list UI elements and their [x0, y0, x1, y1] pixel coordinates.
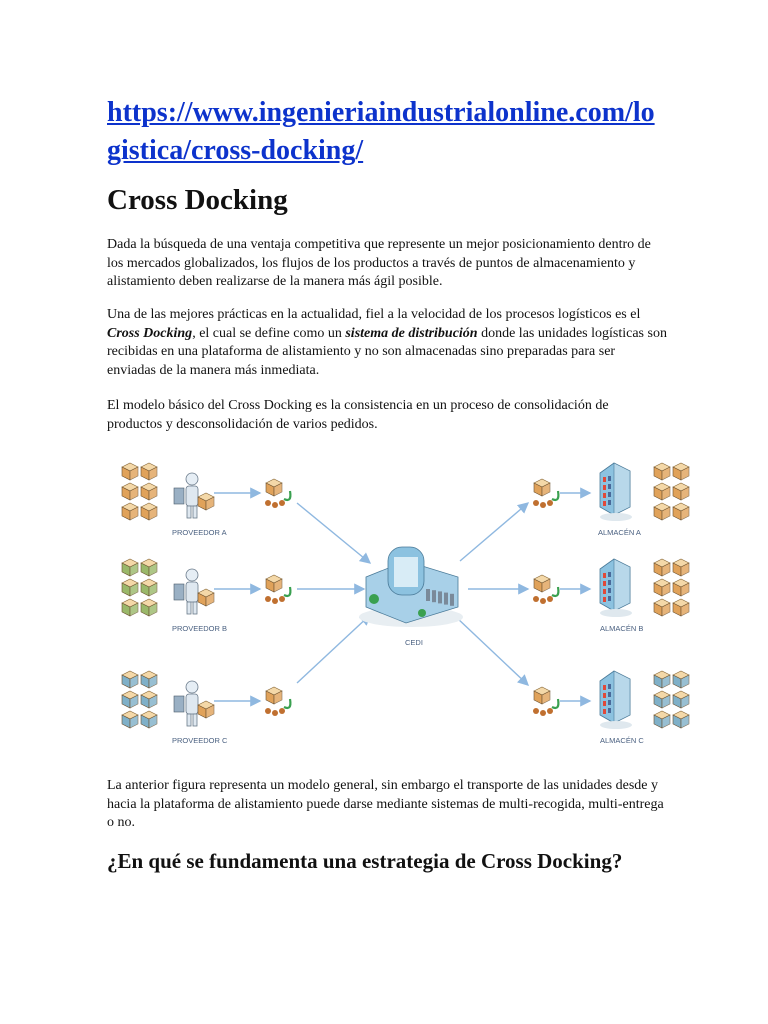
outbound-cart-icon-0	[533, 479, 558, 508]
source-link[interactable]: https://www.ingenieriaindustrialonline.com/logistica/cross-docking/	[107, 97, 655, 166]
arrow-to-center-a	[297, 503, 370, 563]
page-title: Cross Docking	[107, 184, 288, 216]
arrow-from-center-c	[456, 617, 528, 685]
figure-description-paragraph: La anterior figura representa un modelo general, sin embargo el transporte de las unidades desde y hacia la plataforma de alistamiento puede darse mediante sistemas de multi-recogida, multi-entrega o no.	[107, 778, 664, 831]
supplier-label-a: PROVEEDOR A	[172, 528, 227, 537]
definition-text-2: , el cual se define como un	[192, 325, 346, 341]
warehouse-boxes-0	[654, 463, 689, 520]
term-cross-docking: Cross Docking	[107, 325, 193, 341]
supplier-icon-2	[174, 681, 214, 726]
warehouse-icon-1	[600, 559, 632, 617]
supplier-icon-1	[174, 569, 214, 614]
supplier-boxes-0	[122, 463, 157, 520]
warehouse-boxes-1	[654, 559, 689, 616]
warehouse-label-a: ALMACÉN A	[598, 528, 641, 537]
warehouse-icon-0	[600, 463, 632, 521]
model-paragraph: El modelo básico del Cross Docking es la consistencia en un proceso de consolidación de productos y desconsolidación de varios pedidos.	[107, 398, 609, 432]
definition-text-1: Una de las mejores prácticas en la actualidad, fiel a la velocidad de los procesos logísticos es el	[107, 307, 641, 322]
supplier-boxes-2	[122, 671, 157, 728]
definition-text-3: donde las unidades logísticas son recibidas en una plataforma de alistamiento y no son almacenadas sino preparadas para ser enviadas de la manera más inmediata.	[107, 325, 667, 378]
cedi-building-icon	[359, 547, 463, 627]
term-distribution-system: sistema de distribución	[345, 325, 478, 341]
cross-docking-diagram	[112, 455, 700, 755]
warehouse-label-b: ALMACÉN B	[600, 624, 644, 633]
supplier-label-c: PROVEEDOR C	[172, 736, 228, 745]
supplier-boxes-1	[122, 559, 157, 616]
section-heading: ¿En qué se fundamenta una estrategia de Cross Docking?	[107, 849, 623, 873]
inbound-cart-icon-2	[265, 687, 290, 716]
intro-paragraph: Dada la búsqueda de una ventaja competitiva que represente un mejor posicionamiento dentro de los mercados globalizados, los flujos de los productos a través de puntos de almacenamiento y alistamiento deben realizarse de la manera más ágil posible.	[107, 237, 651, 290]
arrow-to-center-c	[297, 615, 370, 683]
inbound-cart-icon-0	[265, 479, 290, 508]
outbound-cart-icon-1	[533, 575, 558, 604]
inbound-cart-icon-1	[265, 575, 290, 604]
diagram-nodes	[122, 463, 689, 729]
warehouse-boxes-2	[654, 671, 689, 728]
supplier-label-b: PROVEEDOR B	[172, 624, 228, 633]
outbound-cart-icon-2	[533, 687, 558, 716]
definition-paragraph	[107, 306, 667, 380]
warehouse-label-c: ALMACÉN C	[600, 736, 644, 745]
supplier-icon-0	[174, 473, 214, 518]
center-label: CEDI	[405, 638, 423, 647]
warehouse-icon-2	[600, 671, 632, 729]
arrow-from-center-a	[460, 503, 528, 561]
diagram-svg	[112, 455, 700, 755]
